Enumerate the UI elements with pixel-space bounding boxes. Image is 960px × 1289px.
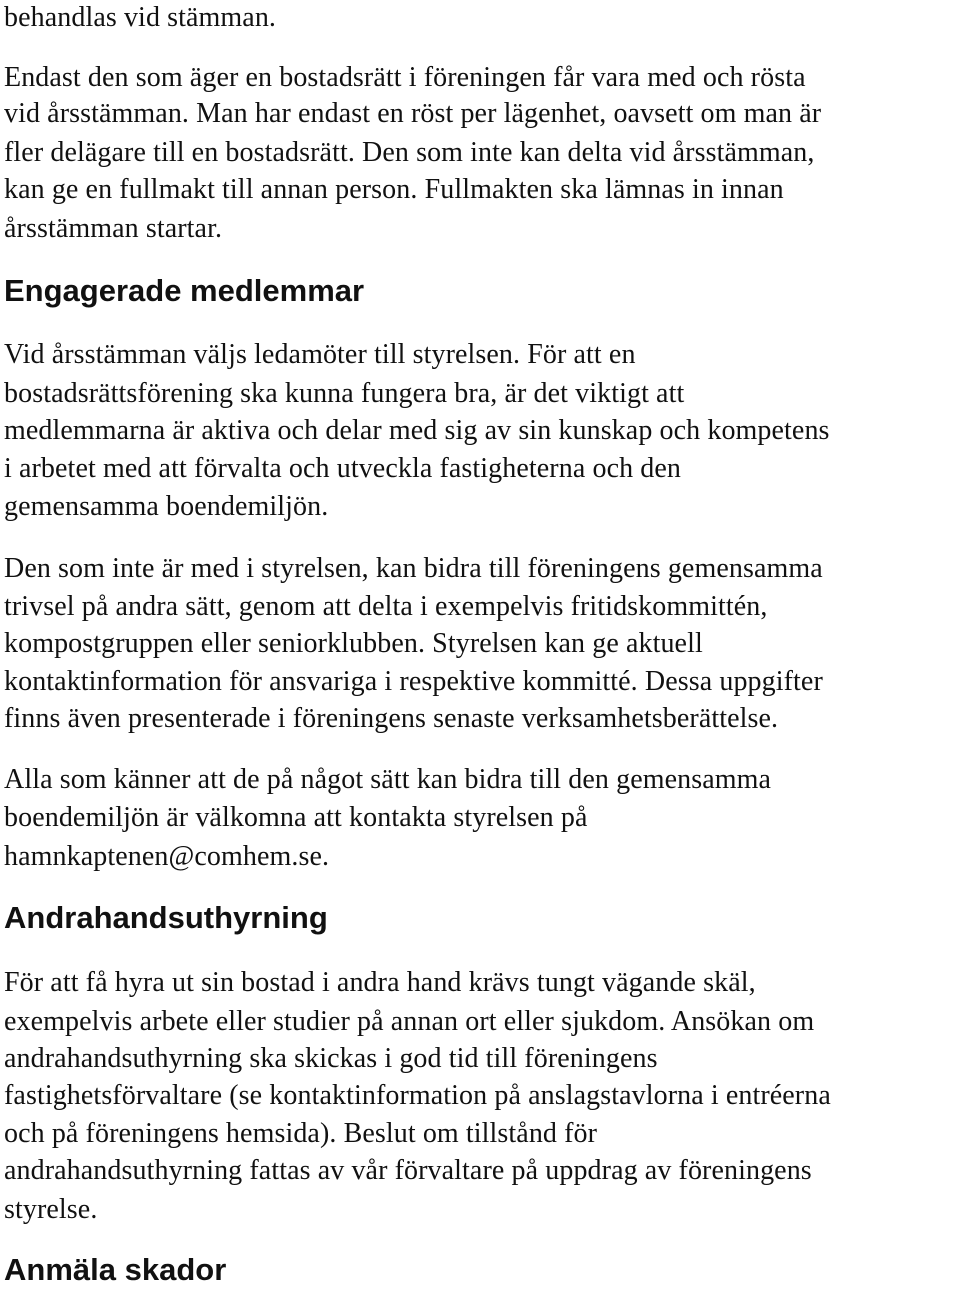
text-line: styrelse. [4, 1194, 98, 1225]
text-line: gemensamma boendemiljön. [4, 491, 329, 522]
text-line: Endast den som äger en bostadsrätt i föreningen får vara med och rösta [4, 62, 806, 93]
text-line: exempelvis arbete eller studier på annan ort eller sjukdom. Ansökan om [4, 1006, 815, 1037]
text-line: fler delägare till en bostadsrätt. Den som inte kan delta vid årsstämman, [4, 137, 815, 168]
text-line: årsstämman startar. [4, 213, 223, 244]
text-line: kontaktinformation för ansvariga i respektive kommitté. Dessa uppgifter [4, 666, 823, 697]
text-line: vid årsstämman. Man har endast en röst per lägenhet, oavsett om man är [4, 98, 822, 129]
text-line: kompostgruppen eller seniorklubben. Styrelsen kan ge aktuell [4, 628, 703, 659]
text-line: boendemiljön är välkomna att kontakta styrelsen på [4, 802, 588, 833]
text-line: Vid årsstämman väljs ledamöter till styrelsen. För att en [4, 339, 636, 370]
text-line: För att få hyra ut sin bostad i andra hand krävs tungt vägande skäl, [4, 967, 756, 998]
text-line: trivsel på andra sätt, genom att delta i exempelvis fritidskommittén, [4, 591, 768, 622]
text-line: medlemmarna är aktiva och delar med sig av sin kunskap och kompetens [4, 415, 830, 446]
text-line: fastighetsförvaltare (se kontaktinformation på anslagstavlorna i entréerna [4, 1080, 831, 1111]
text-line: bostadsrättsförening ska kunna fungera bra, är det viktigt att [4, 378, 685, 409]
section-heading: Anmäla skador [4, 1252, 227, 1287]
section-heading: Engagerade medlemmar [4, 273, 365, 308]
text-line: andrahandsuthyrning fattas av vår förvaltare på uppdrag av föreningens [4, 1155, 812, 1186]
text-line: Alla som känner att de på något sätt kan bidra till den gemensamma [4, 764, 772, 795]
text-line: behandlas vid stämman. [4, 2, 277, 33]
text-line: Den som inte är med i styrelsen, kan bidra till föreningens gemensamma [4, 553, 823, 584]
section-heading: Andrahandsuthyrning [4, 900, 328, 935]
text-line: hamnkaptenen@comhem.se. [4, 841, 330, 872]
text-line: finns även presenterade i föreningens senaste verksamhetsberättelse. [4, 703, 779, 734]
text-line: i arbetet med att förvalta och utveckla fastigheterna och den [4, 453, 682, 484]
text-line: och på föreningens hemsida). Beslut om tillstånd för [4, 1118, 598, 1149]
text-line: andrahandsuthyrning ska skickas i god tid till föreningens [4, 1043, 658, 1074]
text-line: kan ge en fullmakt till annan person. Fullmakten ska lämnas in innan [4, 174, 784, 205]
